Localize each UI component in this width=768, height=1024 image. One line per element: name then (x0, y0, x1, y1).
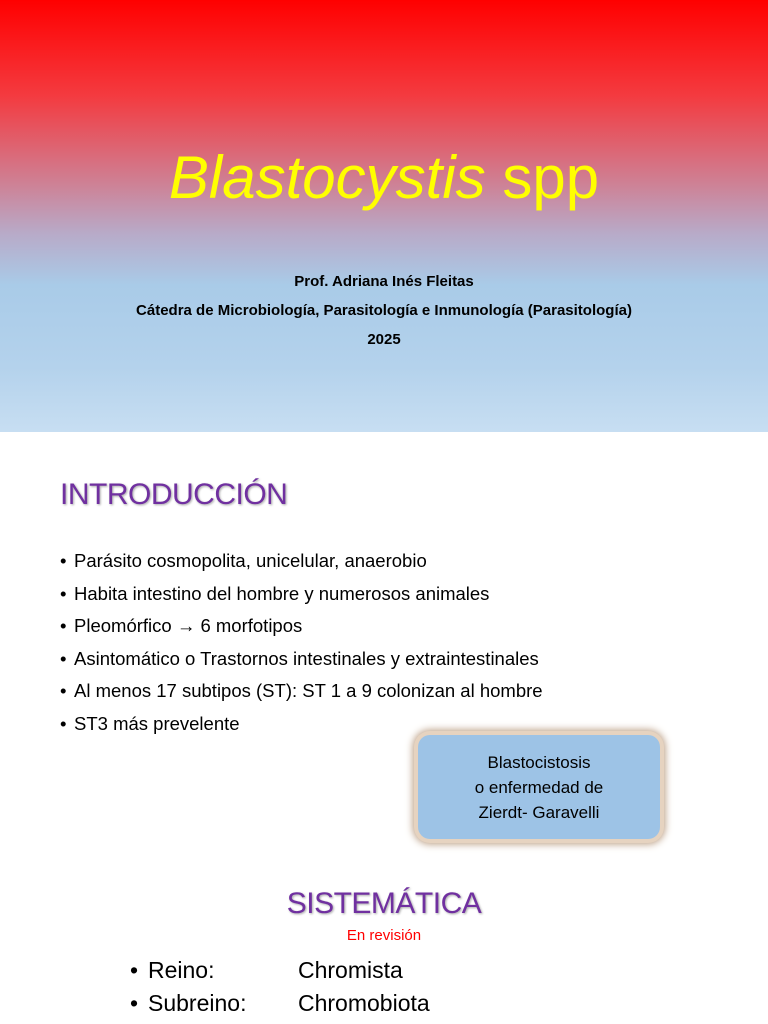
author-line: Prof. Adriana Inés Fleitas (294, 273, 474, 290)
taxonomy-list (130, 955, 430, 1021)
intro-bullet-list (60, 549, 543, 744)
title-genus: Blastocystis (168, 144, 486, 211)
bullet-text: Pleomórfico → 6 morfotipos (74, 615, 303, 636)
bullet-text: Al menos 17 subtipos (ST): ST 1 a 9 colonizan al hombre (74, 680, 543, 701)
department-line: Cátedra de Microbiología, Parasitología e Inmunología (Parasitología) (136, 302, 632, 319)
revision-note: En revisión (346, 927, 422, 944)
list-item (60, 647, 543, 680)
title-slide (0, 0, 768, 432)
list-item (60, 614, 543, 647)
bullet-icon: • (60, 582, 67, 604)
year-line: 2025 (367, 331, 401, 348)
callout-line: Blastocistosis (487, 752, 591, 772)
title-species: spp (485, 144, 600, 211)
bullet-text: Parásito cosmopolita, unicelular, anaerobio (74, 550, 427, 571)
taxonomy-row (130, 955, 430, 988)
taxonomy-row (130, 988, 430, 1021)
list-item (60, 679, 543, 712)
bullet-icon: • (60, 712, 67, 734)
callout-line: o enfermedad de (474, 777, 604, 797)
bullet-text: ST3 más prevelente (74, 712, 240, 734)
bullet-icon: • (130, 990, 139, 1016)
taxonomy-value: Chromista (298, 957, 403, 983)
intro-heading: INTRODUCCIÓN (60, 478, 288, 511)
list-item (60, 549, 543, 582)
taxonomy-rank: Subreino: (148, 990, 247, 1016)
bullet-text: Asintomático o Trastornos intestinales y extraintestinales (74, 647, 539, 669)
callout-line: Zierdt- Garavelli (478, 802, 600, 822)
intro-slide (0, 432, 768, 1024)
disease-callout-box (418, 735, 660, 839)
sistematica-heading: SISTEMÁTICA (286, 887, 482, 920)
taxonomy-rank: Reino: (148, 957, 215, 983)
list-item (60, 582, 543, 615)
bullet-icon: • (60, 615, 67, 636)
bullet-icon: • (60, 680, 67, 701)
bullet-text: Habita intestino del hombre y numerosos animales (74, 582, 490, 604)
slide-title (0, 138, 768, 218)
bullet-icon: • (130, 957, 139, 983)
taxonomy-value: Chromobiota (298, 990, 430, 1016)
bullet-icon: • (60, 550, 67, 571)
bullet-icon: • (60, 647, 67, 669)
